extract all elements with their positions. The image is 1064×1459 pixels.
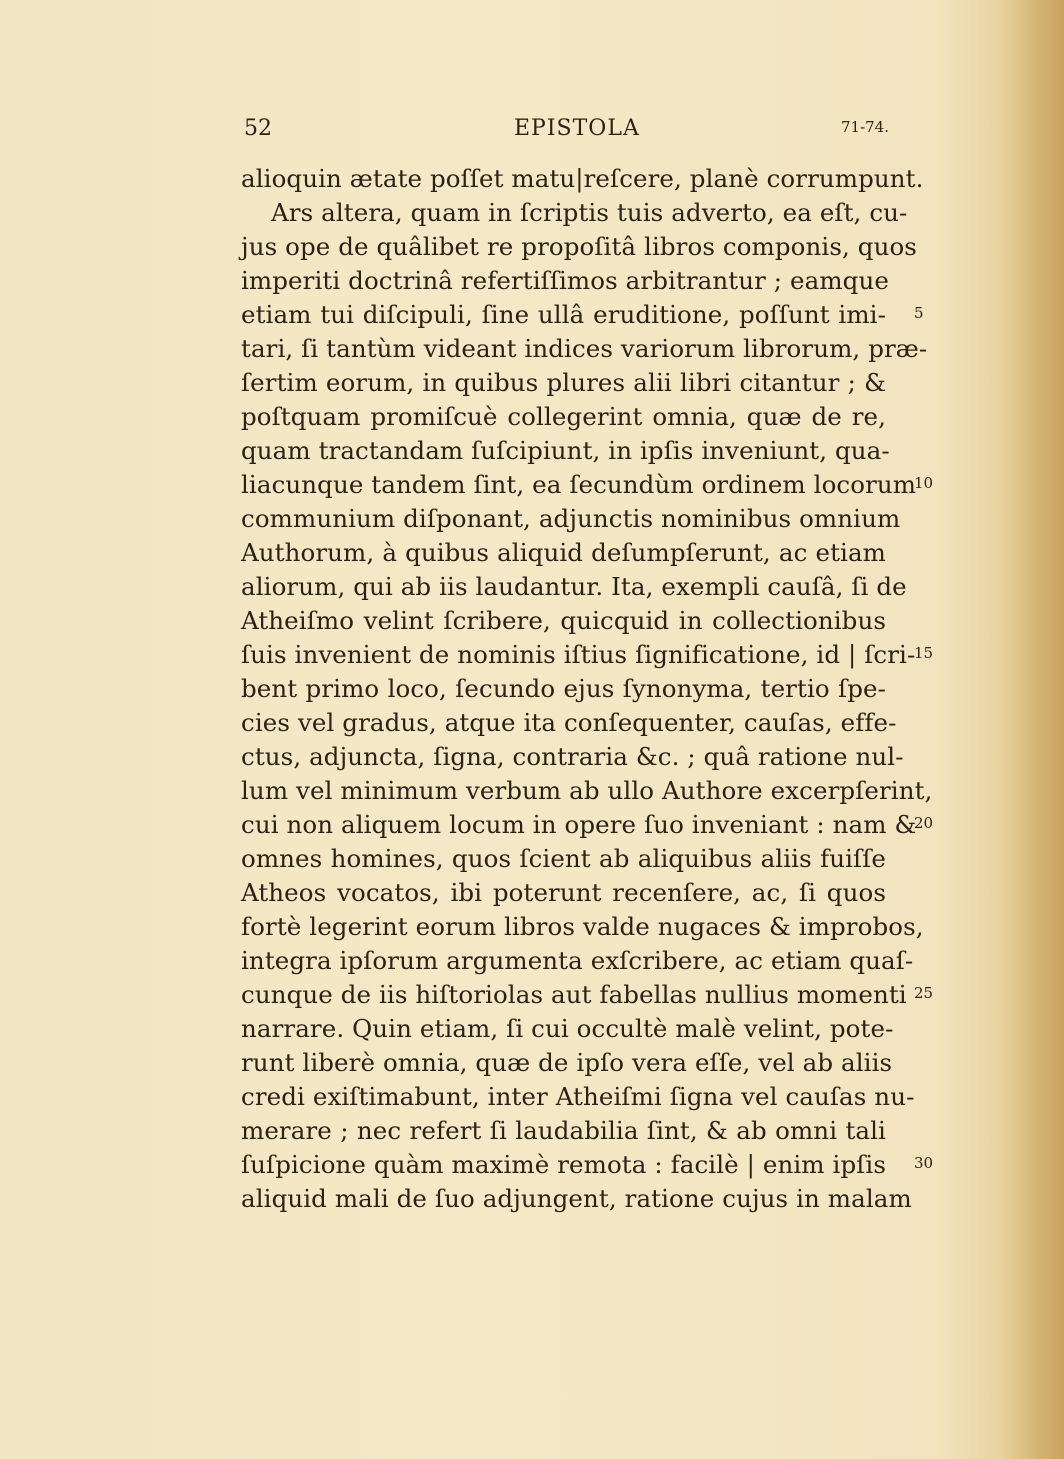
text-line: narrare. Quin etiam, ſi cui occultè malè velint, pote- — [241, 1014, 894, 1043]
text-line: Atheiſmo velint ſcribere, quicquid in collectionibus — [241, 606, 886, 635]
text-line: cui non aliquem locum in opere ſuo inveniant : nam & — [241, 810, 917, 839]
text-line: alioquin ætate poſſet matu|reſcere, planè corrumpunt. — [241, 164, 924, 193]
line-number: 15 — [914, 644, 934, 662]
text-line: lum vel minimum verbum ab ullo Authore excerpſerint, — [241, 776, 933, 805]
running-title: EPISTOLA — [514, 116, 640, 141]
line-number: 25 — [914, 984, 934, 1002]
text-line: merare ; nec refert ſi laudabilia ſint, & ab omni tali — [241, 1116, 886, 1145]
text-line: poſtquam promiſcuè collegerint omnia, quæ de re, — [241, 402, 886, 431]
page-number: 52 — [244, 116, 272, 141]
text-line: runt liberè omnia, quæ de ipſo vera eſſe, vel ab aliis — [241, 1048, 893, 1077]
text-line: communium diſponant, adjunctis nominibus omnium — [241, 504, 901, 533]
text-line: ſertim eorum, in quibus plures alii libri citantur ; & — [241, 368, 886, 397]
text-line: credi exiſtimabunt, inter Atheiſmi ſigna vel cauſas nu- — [241, 1082, 915, 1111]
text-line: Ars altera, quam in ſcriptis tuis adverto, ea eſt, cu- — [271, 198, 908, 227]
text-line: quam tractandam ſuſcipiunt, in ipſis inveniunt, qua- — [241, 436, 890, 465]
text-line: imperiti doctrinâ refertiſſimos arbitrantur ; eamque — [241, 266, 889, 295]
text-line: jus ope de quâlibet re propoſitâ libros componis, quos — [241, 232, 917, 261]
text-line: aliquid mali de ſuo adjungent, ratione cujus in malam — [241, 1184, 912, 1213]
text-line: ctus, adjuncta, ſigna, contraria &c. ; quâ ratione nul- — [241, 742, 904, 771]
line-number: 30 — [914, 1154, 934, 1172]
text-line: tari, ſi tantùm videant indices variorum librorum, præ- — [241, 334, 928, 363]
line-number: 10 — [914, 474, 934, 492]
text-line: Atheos vocatos, ibi poterunt recenſere, ac, ſi quos — [241, 878, 886, 907]
text-line: integra ipſorum argumenta exſcribere, ac etiam quaſ- — [241, 946, 914, 975]
page-header — [244, 116, 889, 146]
text-line: liacunque tandem ſint, ea ſecundùm ordinem locorum — [241, 470, 917, 499]
text-line: etiam tui diſcipuli, ſine ullâ eruditione, poſſunt imi- — [241, 300, 886, 329]
text-line: cies vel gradus, atque ita conſequenter, cauſas, effe- — [241, 708, 897, 737]
line-number: 5 — [914, 304, 924, 322]
text-line: ſuſpicione quàm maximè remota : facilè | enim ipſis — [241, 1150, 887, 1179]
text-line: cunque de iis hiſtoriolas aut fabellas nullius momenti — [241, 980, 907, 1009]
text-line: omnes homines, quos ſcient ab aliquibus aliis fuiſſe — [241, 844, 886, 873]
text-line: aliorum, qui ab iis laudantur. Ita, exempli cauſâ, ſi de — [241, 572, 907, 601]
section-reference: 71-74. — [840, 118, 889, 136]
text-line: bent primo loco, ſecundo ejus ſynonyma, tertio ſpe- — [241, 674, 886, 703]
text-line: fortè legerint eorum libros valde nugaces & improbos, — [241, 912, 924, 941]
text-line: Authorum, à quibus aliquid deſumpſerunt, ac etiam — [241, 538, 886, 567]
line-number: 20 — [914, 814, 934, 832]
text-line: ſuis invenient de nominis iſtius ſignificatione, id | ſcri- — [241, 640, 916, 669]
